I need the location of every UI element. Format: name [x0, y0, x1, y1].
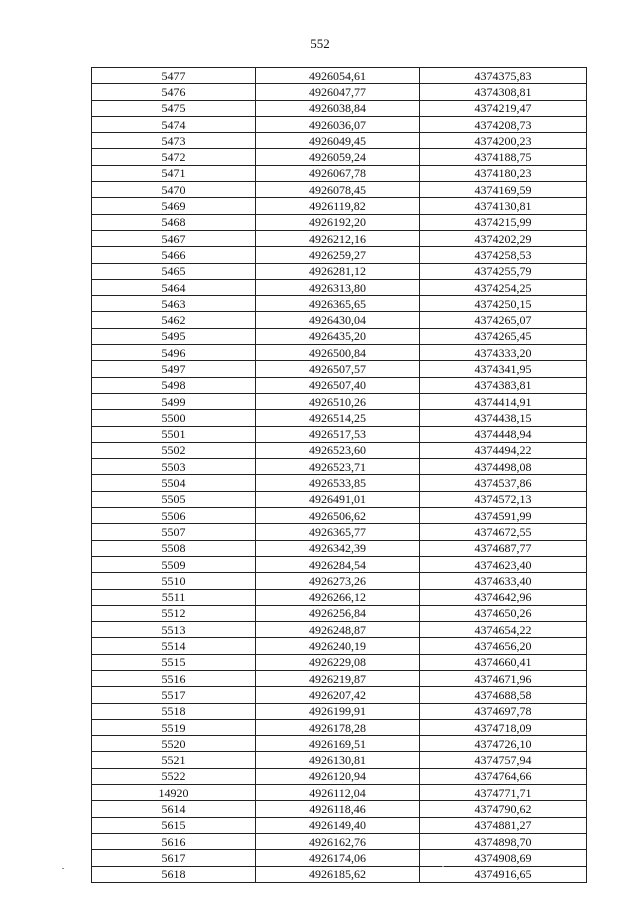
x-coordinate-cell: 4926281,12 — [256, 263, 420, 279]
table-row — [92, 312, 587, 328]
y-coordinate-cell: 4374333,20 — [420, 345, 587, 361]
table-row — [92, 247, 587, 263]
page-number: 552 — [310, 36, 330, 51]
point-number-cell: 5462 — [92, 312, 256, 328]
y-coordinate-cell: 4374671,96 — [420, 670, 587, 686]
y-coordinate-cell: 4374341,95 — [420, 361, 587, 377]
x-coordinate-cell: 4926112,04 — [256, 785, 420, 801]
point-number-cell: 5505 — [92, 491, 256, 507]
table-row — [92, 589, 587, 605]
point-number-cell: 5519 — [92, 719, 256, 735]
point-number-cell: 5469 — [92, 198, 256, 214]
point-number-cell: 5467 — [92, 230, 256, 246]
table-row — [92, 182, 587, 198]
point-number-cell: 5618 — [92, 866, 256, 882]
x-coordinate-cell: 4926365,65 — [256, 296, 420, 312]
y-coordinate-cell: 4374255,79 — [420, 263, 587, 279]
y-coordinate-cell: 4374687,77 — [420, 540, 587, 556]
y-coordinate-cell: 4374375,83 — [420, 68, 587, 84]
table-row — [92, 68, 587, 84]
x-coordinate-cell: 4926342,39 — [256, 540, 420, 556]
table-row — [92, 654, 587, 670]
x-coordinate-cell: 4926229,08 — [256, 654, 420, 670]
point-number-cell: 5507 — [92, 524, 256, 540]
x-coordinate-cell: 4926514,25 — [256, 410, 420, 426]
point-number-cell: 5516 — [92, 670, 256, 686]
x-coordinate-cell: 4926067,78 — [256, 165, 420, 181]
table-row — [92, 817, 587, 833]
point-number-cell: 5477 — [92, 68, 256, 84]
x-coordinate-cell: 4926178,28 — [256, 719, 420, 735]
table-row — [92, 100, 587, 116]
y-coordinate-cell: 4374208,73 — [420, 116, 587, 132]
point-number-cell: 5463 — [92, 296, 256, 312]
y-coordinate-cell: 4374438,15 — [420, 410, 587, 426]
y-coordinate-cell: 4374537,86 — [420, 475, 587, 491]
point-number-cell: 5616 — [92, 833, 256, 849]
table-row — [92, 133, 587, 149]
point-number-cell: 5497 — [92, 361, 256, 377]
coordinates-table-body — [92, 68, 587, 883]
y-coordinate-cell: 4374202,29 — [420, 230, 587, 246]
table-row — [92, 785, 587, 801]
y-coordinate-cell: 4374130,81 — [420, 198, 587, 214]
point-number-cell: 5522 — [92, 768, 256, 784]
x-coordinate-cell: 4926059,24 — [256, 149, 420, 165]
table-row — [92, 540, 587, 556]
y-coordinate-cell: 4374633,40 — [420, 573, 587, 589]
y-coordinate-cell: 4374764,66 — [420, 768, 587, 784]
table-row — [92, 866, 587, 882]
table-row — [92, 801, 587, 817]
point-number-cell: 5502 — [92, 442, 256, 458]
table-row — [92, 279, 587, 295]
x-coordinate-cell: 4926207,42 — [256, 687, 420, 703]
x-coordinate-cell: 4926507,40 — [256, 377, 420, 393]
point-number-cell: 5514 — [92, 638, 256, 654]
point-number-cell: 5508 — [92, 540, 256, 556]
point-number-cell: 5499 — [92, 393, 256, 409]
y-coordinate-cell: 4374881,27 — [420, 817, 587, 833]
x-coordinate-cell: 4926266,12 — [256, 589, 420, 605]
point-number-cell: 5470 — [92, 182, 256, 198]
table-row — [92, 361, 587, 377]
point-number-cell: 5510 — [92, 573, 256, 589]
y-coordinate-cell: 4374169,59 — [420, 182, 587, 198]
x-coordinate-cell: 4926517,53 — [256, 426, 420, 442]
table-row — [92, 459, 587, 475]
x-coordinate-cell: 4926118,46 — [256, 801, 420, 817]
point-number-cell: 5500 — [92, 410, 256, 426]
y-coordinate-cell: 4374726,10 — [420, 736, 587, 752]
point-number-cell: 5473 — [92, 133, 256, 149]
x-coordinate-cell: 4926174,06 — [256, 850, 420, 866]
table-row — [92, 622, 587, 638]
x-coordinate-cell: 4926149,40 — [256, 817, 420, 833]
scan-speck — [442, 866, 444, 867]
y-coordinate-cell: 4374688,58 — [420, 687, 587, 703]
point-number-cell: 5513 — [92, 622, 256, 638]
x-coordinate-cell: 4926130,81 — [256, 752, 420, 768]
x-coordinate-cell: 4926259,27 — [256, 247, 420, 263]
point-number-cell: 5518 — [92, 703, 256, 719]
x-coordinate-cell: 4926212,16 — [256, 230, 420, 246]
table-row — [92, 752, 587, 768]
point-number-cell: 5617 — [92, 850, 256, 866]
table-row — [92, 605, 587, 621]
y-coordinate-cell: 4374916,65 — [420, 866, 587, 882]
x-coordinate-cell: 4926049,45 — [256, 133, 420, 149]
point-number-cell: 5468 — [92, 214, 256, 230]
x-coordinate-cell: 4926273,26 — [256, 573, 420, 589]
table-row — [92, 491, 587, 507]
point-number-cell: 5506 — [92, 508, 256, 524]
point-number-cell: 5521 — [92, 752, 256, 768]
point-number-cell: 5495 — [92, 328, 256, 344]
table-row — [92, 116, 587, 132]
table-row — [92, 850, 587, 866]
y-coordinate-cell: 4374697,78 — [420, 703, 587, 719]
table-row — [92, 687, 587, 703]
x-coordinate-cell: 4926500,84 — [256, 345, 420, 361]
y-coordinate-cell: 4374188,75 — [420, 149, 587, 165]
x-coordinate-cell: 4926119,82 — [256, 198, 420, 214]
table-row — [92, 214, 587, 230]
y-coordinate-cell: 4374656,20 — [420, 638, 587, 654]
y-coordinate-cell: 4374383,81 — [420, 377, 587, 393]
y-coordinate-cell: 4374757,94 — [420, 752, 587, 768]
y-coordinate-cell: 4374265,07 — [420, 312, 587, 328]
table-row — [92, 328, 587, 344]
y-coordinate-cell: 4374414,91 — [420, 393, 587, 409]
table-row — [92, 296, 587, 312]
point-number-cell: 5475 — [92, 100, 256, 116]
point-number-cell: 5504 — [92, 475, 256, 491]
x-coordinate-cell: 4926506,62 — [256, 508, 420, 524]
table-row — [92, 573, 587, 589]
y-coordinate-cell: 4374254,25 — [420, 279, 587, 295]
x-coordinate-cell: 4926078,45 — [256, 182, 420, 198]
point-number-cell: 5501 — [92, 426, 256, 442]
scan-speck — [62, 868, 64, 869]
x-coordinate-cell: 4926248,87 — [256, 622, 420, 638]
x-coordinate-cell: 4926120,94 — [256, 768, 420, 784]
y-coordinate-cell: 4374494,22 — [420, 442, 587, 458]
y-coordinate-cell: 4374308,81 — [420, 84, 587, 100]
table-row — [92, 508, 587, 524]
x-coordinate-cell: 4926430,04 — [256, 312, 420, 328]
y-coordinate-cell: 4374215,99 — [420, 214, 587, 230]
x-coordinate-cell: 4926185,62 — [256, 866, 420, 882]
x-coordinate-cell: 4926284,54 — [256, 556, 420, 572]
table-row — [92, 84, 587, 100]
point-number-cell: 5465 — [92, 263, 256, 279]
table-row — [92, 736, 587, 752]
point-number-cell: 5498 — [92, 377, 256, 393]
point-number-cell: 5496 — [92, 345, 256, 361]
y-coordinate-cell: 4374660,41 — [420, 654, 587, 670]
point-number-cell: 5509 — [92, 556, 256, 572]
y-coordinate-cell: 4374258,53 — [420, 247, 587, 263]
x-coordinate-cell: 4926523,71 — [256, 459, 420, 475]
point-number-cell: 5615 — [92, 817, 256, 833]
point-number-cell: 5517 — [92, 687, 256, 703]
x-coordinate-cell: 4926162,76 — [256, 833, 420, 849]
y-coordinate-cell: 4374448,94 — [420, 426, 587, 442]
table-row — [92, 410, 587, 426]
y-coordinate-cell: 4374790,62 — [420, 801, 587, 817]
x-coordinate-cell: 4926038,84 — [256, 100, 420, 116]
x-coordinate-cell: 4926533,85 — [256, 475, 420, 491]
x-coordinate-cell: 4926169,51 — [256, 736, 420, 752]
x-coordinate-cell: 4926192,20 — [256, 214, 420, 230]
table-row — [92, 377, 587, 393]
point-number-cell: 5466 — [92, 247, 256, 263]
x-coordinate-cell: 4926047,77 — [256, 84, 420, 100]
table-row — [92, 426, 587, 442]
table-row — [92, 719, 587, 735]
y-coordinate-cell: 4374623,40 — [420, 556, 587, 572]
table-row — [92, 475, 587, 491]
x-coordinate-cell: 4926219,87 — [256, 670, 420, 686]
x-coordinate-cell: 4926510,26 — [256, 393, 420, 409]
x-coordinate-cell: 4926491,01 — [256, 491, 420, 507]
x-coordinate-cell: 4926199,91 — [256, 703, 420, 719]
x-coordinate-cell: 4926256,84 — [256, 605, 420, 621]
table-row — [92, 703, 587, 719]
x-coordinate-cell: 4926365,77 — [256, 524, 420, 540]
point-number-cell: 5464 — [92, 279, 256, 295]
table-row — [92, 833, 587, 849]
y-coordinate-cell: 4374642,96 — [420, 589, 587, 605]
point-number-cell: 5471 — [92, 165, 256, 181]
point-number-cell: 5512 — [92, 605, 256, 621]
table-row — [92, 524, 587, 540]
table-row — [92, 670, 587, 686]
x-coordinate-cell: 4926313,80 — [256, 279, 420, 295]
table-row — [92, 442, 587, 458]
table-row — [92, 230, 587, 246]
point-number-cell: 5472 — [92, 149, 256, 165]
point-number-cell: 5503 — [92, 459, 256, 475]
y-coordinate-cell: 4374898,70 — [420, 833, 587, 849]
x-coordinate-cell: 4926054,61 — [256, 68, 420, 84]
y-coordinate-cell: 4374650,26 — [420, 605, 587, 621]
y-coordinate-cell: 4374591,99 — [420, 508, 587, 524]
y-coordinate-cell: 4374265,45 — [420, 328, 587, 344]
x-coordinate-cell: 4926507,57 — [256, 361, 420, 377]
table-row — [92, 556, 587, 572]
table-row — [92, 149, 587, 165]
point-number-cell: 5476 — [92, 84, 256, 100]
y-coordinate-cell: 4374718,09 — [420, 719, 587, 735]
y-coordinate-cell: 4374180,23 — [420, 165, 587, 181]
y-coordinate-cell: 4374672,55 — [420, 524, 587, 540]
table-row — [92, 638, 587, 654]
point-number-cell: 5515 — [92, 654, 256, 670]
table-row — [92, 768, 587, 784]
x-coordinate-cell: 4926435,20 — [256, 328, 420, 344]
y-coordinate-cell: 4374498,08 — [420, 459, 587, 475]
y-coordinate-cell: 4374219,47 — [420, 100, 587, 116]
y-coordinate-cell: 4374908,69 — [420, 850, 587, 866]
x-coordinate-cell: 4926240,19 — [256, 638, 420, 654]
y-coordinate-cell: 4374654,22 — [420, 622, 587, 638]
point-number-cell: 5474 — [92, 116, 256, 132]
table-row — [92, 345, 587, 361]
y-coordinate-cell: 4374200,23 — [420, 133, 587, 149]
point-number-cell: 14920 — [92, 785, 256, 801]
table-row — [92, 198, 587, 214]
table-row — [92, 393, 587, 409]
y-coordinate-cell: 4374572,13 — [420, 491, 587, 507]
point-number-cell: 5511 — [92, 589, 256, 605]
point-number-cell: 5614 — [92, 801, 256, 817]
point-number-cell: 5520 — [92, 736, 256, 752]
table-row — [92, 263, 587, 279]
y-coordinate-cell: 4374250,15 — [420, 296, 587, 312]
table-row — [92, 165, 587, 181]
y-coordinate-cell: 4374771,71 — [420, 785, 587, 801]
x-coordinate-cell: 4926036,07 — [256, 116, 420, 132]
coordinates-table — [91, 67, 587, 883]
x-coordinate-cell: 4926523,60 — [256, 442, 420, 458]
